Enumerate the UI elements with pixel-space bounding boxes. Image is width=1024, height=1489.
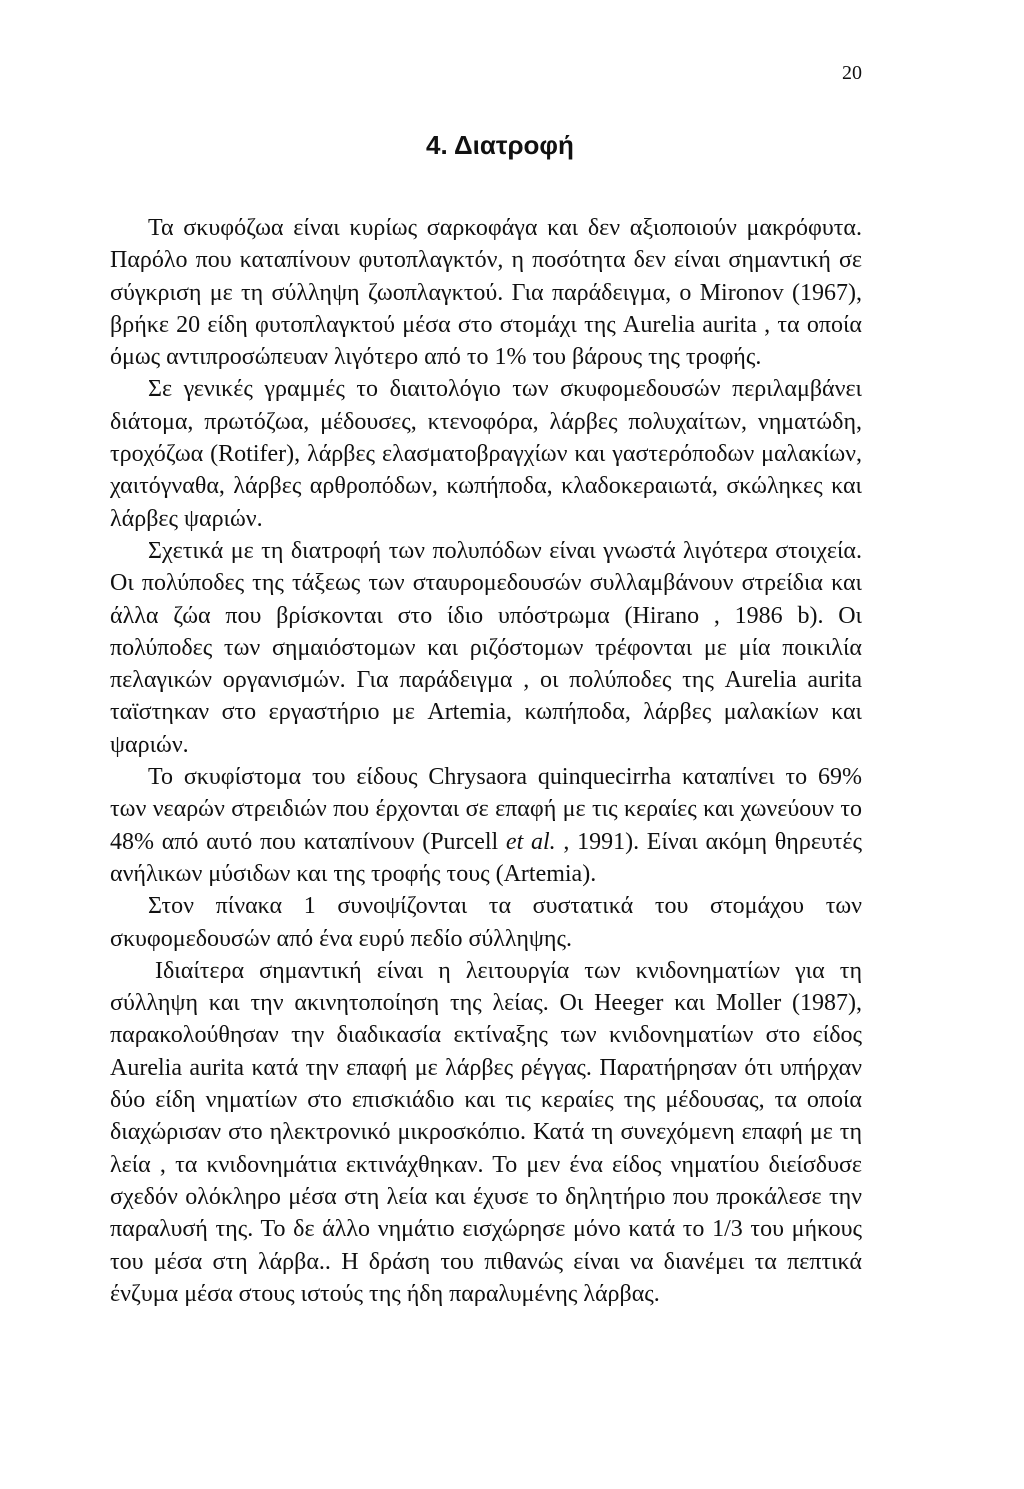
body-text <box>110 212 862 1310</box>
paragraph-diet-overview: Τα σκυφόζωα είναι κυρίως σαρκοφάγα και δεν αξιοποιούν μακρόφυτα. Παρόλο που καταπίνουν φυτοπλαγκτόν, η ποσότητα δεν είναι σημαντική σε σύγκριση με τη σύλληψη ζωοπλαγκτού. Για παράδειγμα, ο Mironov (1967), βρήκε 20 είδη φυτοπλαγκτού μέσα στο στομάχι της Aurelia aurita , τα οποία όμως αντιπροσώπευαν λιγότερο από το 1% του βάρους της τροφής. <box>110 215 862 371</box>
page-number: 20 <box>842 62 862 84</box>
paragraph-chrysaora <box>110 761 862 890</box>
paragraph-chrysaora-text-after: , 1991). Είναι ακόμη θηρευτές ανήλικων μύσιδων και της τροφής τους (Artemia). <box>110 828 863 887</box>
paragraph-polyp-diet: Σχετικά με τη διατροφή των πολυπόδων είναι γνωστά λιγότερα στοιχεία. Οι πολύποδες της τάξεως των σταυρομεδουσών συλλαμβάνουν στρείδια και άλλα ζώα που βρίσκονται στο ίδιο υπόστρωμα (Hirano , 1986 b). Οι πολύποδες των σημαιόστομων και ριζόστομων τρέφονται με μία ποικιλία πελαγικών οργανισμών. Για παράδειγμα , οι πολύποδες της Aurelia aurita ταϊστηκαν στο εργαστήριο με Artemia, κωπήποδα, λάρβες μαλακίων και ψαριών. <box>110 537 862 758</box>
paragraph-table-reference: Στον πίνακα 1 συνοψίζονται τα συστατικά του στομάχου των σκυφομεδουσών από ένα ευρύ πεδίο σύλληψης. <box>110 893 862 952</box>
paragraph-diet-components: Σε γενικές γραμμές το διαιτολόγιο των σκυφομεδουσών περιλαμβάνει διάτομα, πρωτόζωα, μέδουσες, κτενοφόρα, λάρβες πολυχαίτων, νηματώδη, τροχόζωα (Rotifer), λάρβες ελασματοβραγχίων και γαστερόποδων μαλακίων, χαιτόγναθα, λάρβες αρθροπόδων, κωπήποδα, κλαδοκεραιωτά, σκώληκες και λάρβες ψαριών. <box>110 376 862 532</box>
paragraph-cnidae: Ιδιαίτερα σημαντική είναι η λειτουργία των κνιδονηματίων για τη σύλληψη και την ακινητοποίηση της λείας. Οι Heeger και Moller (1987), παρακολούθησαν την διαδικασία εκτίναξης των κνιδονηματίων στο είδος Aurelia aurita κατά την επαφή με λάρβες ρέγγας. Παρατήρησαν ότι υπήρχαν δύο είδη νηματίων στο επισκιάδιο και τις κεραίες της μέδουσας, τα οποία διαχώρισαν στο ηλεκτρονικό μικροσκόπιο. Κατά τη συνεχόμενη επαφή με τη λεία , τα κνιδονημάτια εκτινάχθηκαν. Το μεν ένα είδος νηματίου διείσδυσε σχεδόν ολόκληρο μέσα στη λεία και έχυσε το δηλητήριο που προκάλεσε την παραλυσή της. Το δε άλλο νημάτιο εισχώρησε μόνο κατά το 1/3 του μήκους του μέσα στη λάρβα.. Η δράση του πιθανώς είναι να διανέμει τα πεπτικά ένζυμα μέσα στους ιστούς της ήδη παραλυμένης λάρβας. <box>110 957 862 1307</box>
section-heading: 4. Διατροφή <box>426 130 574 160</box>
paragraph-chrysaora-italic: et al. <box>505 828 556 855</box>
paragraph-chrysaora-text-before: Το σκυφίστομα του είδους Chrysaora quinquecirrha καταπίνει το 69% των νεαρών στρειδιών που έρχονται σε επαφή με τις κεραίες και χωνεύουν το 48% από αυτό που καταπίνουν (Purcell <box>110 764 862 855</box>
